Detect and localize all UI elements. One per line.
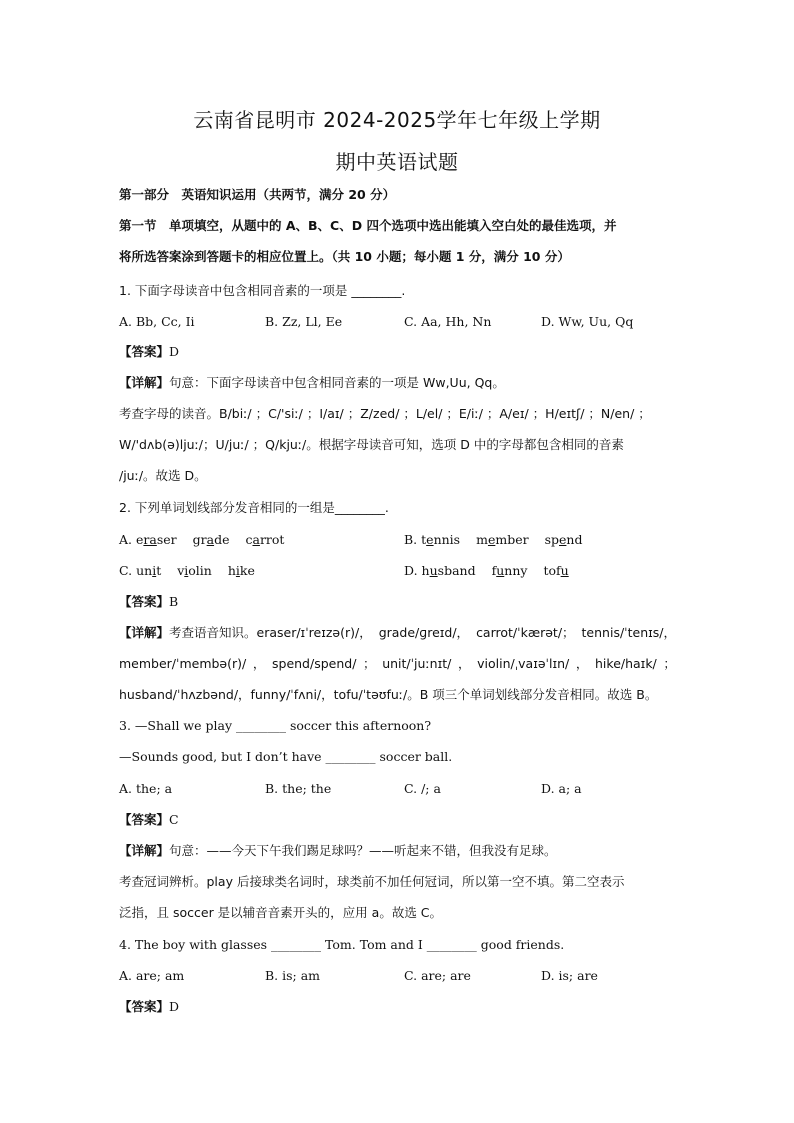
detail-label: 【详解】: [119, 843, 170, 858]
question-2-detail-line3: husband/ˈhʌzbənd/，funny/ˈfʌni/，tofu/ˈtəʊfuː/。B 项三个单词划线部分发音相同。故选 B。: [119, 687, 658, 702]
word-part: ser: [156, 532, 177, 547]
detail-text: ；: [363, 656, 376, 671]
word-part: tof: [543, 563, 561, 578]
question-1-option-c: C. Aa, Hh, Nn: [404, 314, 492, 329]
question-1-option-a: A. Bb, Cc, Ii: [119, 314, 195, 329]
word-part: m: [476, 532, 488, 547]
question-4-option-d: D. is; are: [541, 968, 598, 983]
detail-text: carrot/ˈkærət/；: [476, 625, 575, 640]
question-1-detail: [119, 374, 679, 392]
detail-text: unit/ˈjuːnɪt/: [382, 656, 452, 671]
question-2-option-a: [119, 531, 300, 549]
word-part: h: [421, 563, 430, 578]
option-word: [545, 531, 583, 549]
question-4-stem: 4. The boy with glasses ________ Tom. Tom and I ________ good friends.: [119, 937, 565, 952]
question-2-option-b: [404, 531, 598, 549]
underlined-part: e: [487, 532, 496, 547]
question-3-detail: [119, 842, 679, 860]
word-part: sband: [437, 563, 476, 578]
question-4-option-b: B. is; am: [265, 968, 321, 983]
question-3-stem-line2: —Sounds good, but I don’t have ________ soccer ball.: [119, 749, 453, 764]
exam-title-line2: 期中英语试题: [335, 150, 459, 174]
word-part: de: [214, 532, 230, 547]
word-part: nd: [566, 532, 583, 547]
underlined-part: i: [152, 563, 157, 578]
question-4-answer: [119, 998, 679, 1016]
detail-text: ，: [575, 656, 589, 671]
detail-text: spend/spend/: [272, 656, 357, 671]
question-4-option-c: C. are; are: [404, 968, 471, 983]
option-word: [245, 531, 284, 549]
answer-value: B: [169, 594, 179, 609]
question-1-detail-line3: W/'dʌb(ə)ljuː/；U/juː/ ；Q/kjuː/。根据字母读音可知，选项 D 中的字母都包含相同的音素: [119, 437, 624, 452]
underlined-part: i: [184, 563, 189, 578]
question-3-option-a: A. the; a: [119, 781, 173, 796]
word-part: e: [135, 532, 144, 547]
question-3-detail-line3: 泛指，且 soccer 是以辅音音素开头的，应用 a。故选 C。: [119, 905, 443, 920]
question-2-answer: [119, 593, 679, 611]
option-word: [136, 562, 161, 580]
word-part: sp: [544, 532, 560, 547]
detail-label: 【详解】: [119, 625, 170, 640]
word-part: t: [421, 532, 427, 547]
question-1-answer: [119, 343, 679, 361]
question-2-option-d: [404, 562, 585, 580]
question-1-detail-line2: 考查字母的读音。B/biː/ ；C/'siː/ ；I/aɪ/ ；Z/zed/ ；L/el/ ；E/iː/ ；A/eɪ/ ；H/eɪtʃ/ ；N/en/ ；: [119, 406, 651, 421]
option-word: [543, 562, 568, 580]
answer-label: 【答案】: [119, 812, 170, 827]
option-word: [492, 562, 528, 580]
option-letter: D.: [404, 563, 422, 578]
underlined-part: a: [252, 532, 260, 547]
option-word: [421, 531, 460, 549]
word-part: olin: [188, 563, 212, 578]
option-word: [177, 562, 212, 580]
answer-value: C: [169, 812, 179, 827]
answer-value: D: [169, 999, 180, 1014]
option-letter: A.: [119, 532, 136, 547]
question-1-stem: 1. 下面字母读音中包含相同音素的一项是 ________.: [119, 283, 406, 298]
question-2-option-c: [119, 562, 271, 580]
underlined-part: u: [429, 563, 438, 578]
question-1-option-b: B. Zz, Ll, Ee: [265, 314, 343, 329]
question-1-detail-line4: /juː/。故选 D。: [119, 468, 207, 483]
detail-text: tennis/ˈtenɪs/，: [581, 625, 676, 640]
option-word: [193, 531, 230, 549]
detail-text: ；: [663, 656, 676, 671]
part-heading: 第一部分 英语知识运用（共两节，满分 20 分）: [119, 187, 396, 202]
word-part: c: [245, 532, 253, 547]
question-3-stem-line1: 3. —Shall we play ________ soccer this afternoon?: [119, 718, 432, 733]
word-part: h: [227, 563, 236, 578]
underlined-part: i: [235, 563, 240, 578]
option-word: [422, 562, 476, 580]
detail-text: ，: [252, 656, 266, 671]
detail-text: violin/ˌvaɪəˈlɪn/: [477, 656, 570, 671]
question-3-answer: [119, 811, 679, 829]
word-part: mber: [495, 532, 529, 547]
word-part: nnis: [433, 532, 461, 547]
question-4-option-a: A. are; am: [119, 968, 185, 983]
detail-text: grade/ɡreɪd/，: [378, 625, 470, 640]
detail-label: 【详解】: [119, 375, 170, 390]
word-part: un: [136, 563, 153, 578]
answer-value: D: [169, 344, 180, 359]
underlined-part: u: [560, 563, 569, 578]
question-3-option-d: D. a; a: [541, 781, 582, 796]
word-part: gr: [192, 532, 207, 547]
option-word: [476, 531, 529, 549]
detail-text: member/ˈmembə(r)/: [119, 656, 247, 671]
question-3-option-b: B. the; the: [265, 781, 332, 796]
word-part: ke: [239, 563, 255, 578]
detail-text: 考查语音知识。eraser/ɪˈreɪzə(r)/，: [169, 625, 372, 640]
underlined-part: ra: [143, 532, 157, 547]
word-part: v: [177, 563, 185, 578]
detail-text: hike/haɪk/: [595, 656, 657, 671]
option-word: [136, 531, 177, 549]
option-letter: C.: [119, 563, 137, 578]
answer-label: 【答案】: [119, 594, 170, 609]
question-2-detail-line2: [119, 655, 676, 673]
option-letter: B.: [404, 532, 422, 547]
word-part: t: [156, 563, 162, 578]
section-instructions-line2: 将所选答案涂到答题卡的相应位置上。（共 10 小题；每小题 1 分，满分 10 分）: [119, 249, 570, 264]
question-3-option-c: C. /; a: [404, 781, 441, 796]
question-2-detail: [119, 624, 676, 642]
underlined-part: u: [496, 563, 505, 578]
word-part: f: [491, 563, 497, 578]
answer-label: 【答案】: [119, 344, 170, 359]
option-word: [228, 562, 255, 580]
underlined-part: e: [559, 532, 567, 547]
detail-text: 句意：——今天下午我们踢足球吗？——听起来不错，但我没有足球。: [169, 843, 557, 858]
question-2-stem: 2. 下列单词划线部分发音相同的一组是________.: [119, 500, 389, 515]
question-3-detail-line2: 考查冠词辨析。play 后接球类名词时，球类前不加任何冠词，所以第一空不填。第二空表示: [119, 874, 625, 889]
answer-label: 【答案】: [119, 999, 170, 1014]
detail-text: ，: [457, 656, 471, 671]
word-part: nny: [504, 563, 528, 578]
underlined-part: a: [206, 532, 215, 547]
detail-text: 句意：下面字母读音中包含相同音素的一项是 Ww,Uu, Qq。: [169, 375, 505, 390]
exam-title-line1: 云南省昆明市 2024-2025学年七年级上学期: [193, 108, 601, 132]
word-part: rrot: [259, 532, 285, 547]
section-instructions-line1: 第一节 单项填空，从题中的 A、B、C、D 四个选项中选出能填入空白处的最佳选项，并: [119, 218, 617, 233]
underlined-part: e: [426, 532, 434, 547]
question-1-option-d: D. Ww, Uu, Qq: [541, 314, 634, 329]
